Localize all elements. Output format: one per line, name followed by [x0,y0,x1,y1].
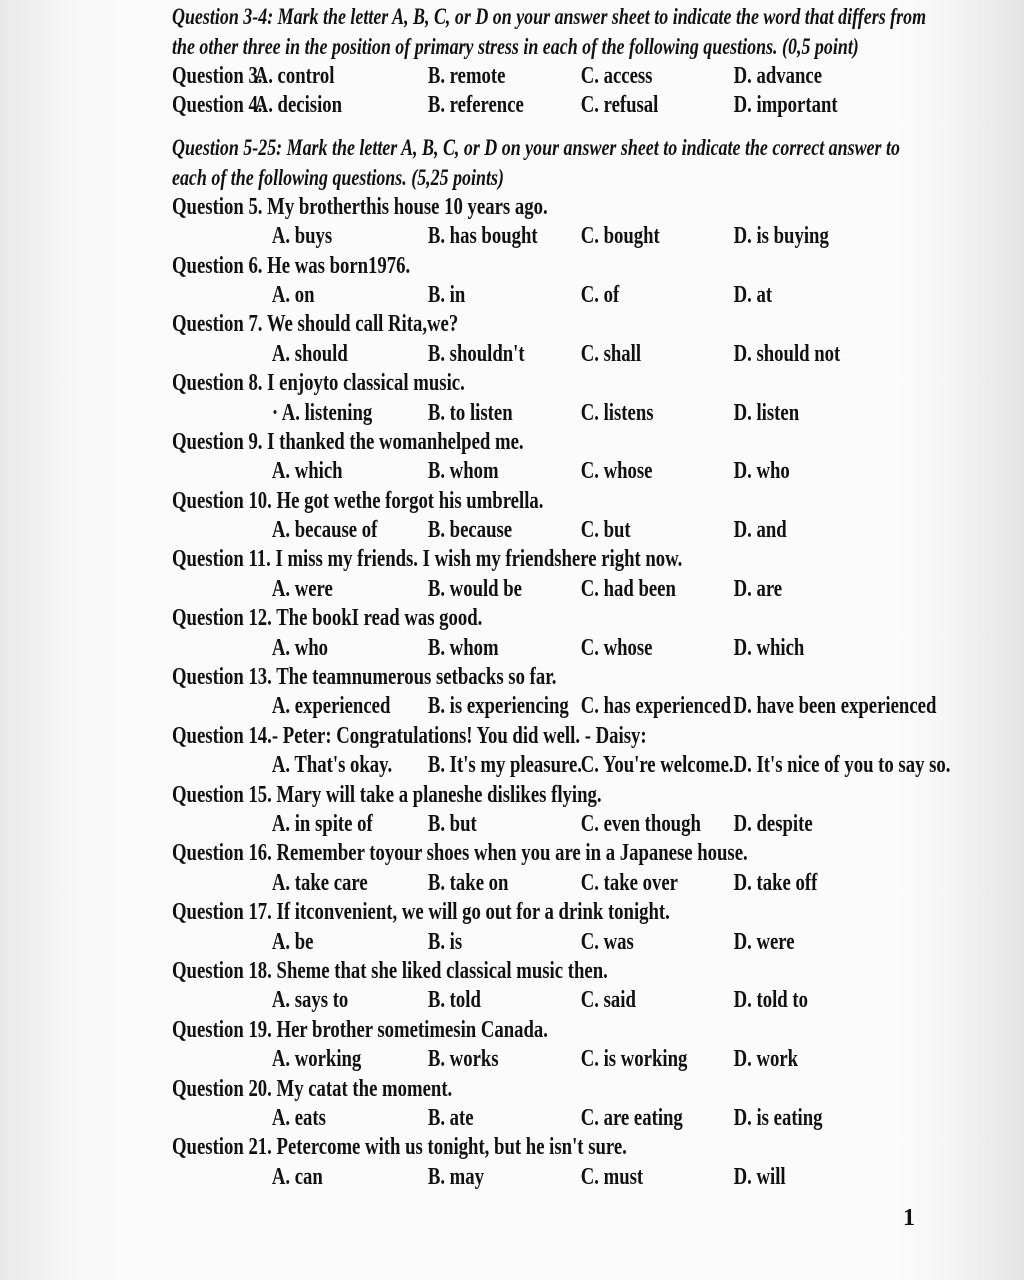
question-text: Question 12. The book [172,605,352,632]
question-continuation: to classical music. [322,370,465,397]
question-continuation: come with us tonight, but he isn't sure. [318,1134,627,1161]
question-continuation: 1976. [368,252,411,279]
question-continuation: here right now. [561,546,683,573]
option-a: A. control [254,63,335,89]
option-a: A. working [271,1046,362,1073]
question-stem [172,1133,765,1162]
option-b: B. to listen [427,399,513,426]
option-c: C. has experienced [580,693,731,720]
option-d: D. advance [733,63,823,89]
option-b: B. because [427,517,513,544]
option-b: B. in [427,281,466,308]
question-block [172,252,773,311]
option-b: B. works [427,1046,499,1073]
question-continuation: convenient, we will go out for a drink tonight. [306,899,670,926]
stress-question [172,91,838,120]
option-d: D. will [733,1163,786,1190]
question-text: Question 15. Mary will take a plane [172,781,457,808]
option-b: B. take on [427,869,509,896]
option-d: D. told to [733,987,808,1014]
question-number: Question 3. [172,63,263,89]
stress-question [172,62,823,91]
question-continuation: helped me. [437,428,524,455]
option-d: D. should not [733,340,841,367]
question-block [172,310,841,369]
question-stem [172,604,765,633]
answer-options [172,869,818,898]
question-text: Question 7. We should call Rita, [172,311,428,338]
option-d: D. were [733,928,795,955]
option-a: A. says to [271,987,349,1014]
question-stem [172,252,765,281]
option-a: A. which [271,458,343,485]
answer-options [172,340,841,369]
question-continuation: we? [427,311,459,338]
question-text: Question 16. Remember to [172,840,385,867]
question-block [172,193,829,252]
question-number: Question 4. [172,92,263,119]
option-a: A. eats [271,1104,326,1131]
option-d: D. at [733,281,773,308]
question-text: Question 13. The team [172,664,352,691]
option-b: B. but [427,810,477,837]
answer-options [172,928,795,957]
option-d: D. listen [733,399,800,426]
option-c: C. shall [580,340,642,367]
option-d: D. work [733,1046,799,1073]
option-c: C. but [580,517,631,544]
question-block [172,487,787,546]
option-a: · A. listening [271,399,373,426]
question-continuation: she dislikes flying. [456,781,602,808]
option-d: D. are [733,575,783,602]
option-c: C. said [580,987,636,1014]
option-b: B. told [427,987,481,1014]
question-text: Question 19. Her brother sometimes [172,1016,461,1043]
option-c: C. of [580,281,620,308]
option-c: C. You're welcome. [580,752,734,779]
section-1-instruction: Question 3-4: Mark the letter A, B, C, or D on your answer sheet to indicate the word that differs from the other three in the position of primary stress in each of the following questions. (0,5 point) [172,4,927,59]
option-d: D. despite [733,810,813,837]
option-a: A. buys [271,223,333,250]
question-stem [172,193,765,222]
option-a: A. were [271,575,333,602]
answer-options [172,575,783,604]
option-b: B. remote [427,63,506,89]
question-block [172,722,951,781]
option-b: B. ate [427,1104,474,1131]
question-block [172,1133,786,1192]
option-a: A. be [271,928,314,955]
option-b: B. whom [427,458,499,485]
option-c: C. bought [580,223,660,250]
question-continuation: in Canada. [460,1016,548,1043]
question-text: Question 21. Peter [172,1134,319,1161]
option-c: C. take over [580,869,678,896]
question-block [172,604,805,663]
question-stem [172,957,765,986]
option-c: C. access [580,63,653,89]
question-text: Question 6. He was born [172,252,369,279]
option-c: C. are eating [580,1104,683,1131]
question-stem [172,487,765,516]
option-d: D. have been experienced [733,693,937,720]
option-d: D. is eating [733,1104,823,1131]
answer-options [172,222,829,251]
option-d: D. important [733,92,838,119]
option-c: C. was [580,928,634,955]
question-text: Question 14.- Peter: Congratulations! You did well. - Daisy: [172,722,647,749]
option-d: D. It's nice of you to say so. [733,752,951,779]
question-stem [172,839,765,868]
option-c: C. whose [580,458,653,485]
question-text: Question 17. If it [172,899,307,926]
option-b: B. may [427,1163,484,1190]
option-b: B. has bought [427,223,538,250]
question-block [172,663,937,722]
question-text: Question 9. I thanked the woman [172,428,438,455]
option-a: A. in spite of [271,810,373,837]
answer-options [172,634,805,663]
option-a: A. take care [271,869,368,896]
section-2-questions [172,193,951,1192]
answer-options [172,1104,823,1133]
answer-options [172,810,813,839]
question-stem [172,545,765,574]
section-1-items [172,62,838,121]
option-b: B. It's my pleasure. [427,752,582,779]
option-c: C. even though [580,810,701,837]
question-text: Question 20. My cat [172,1075,333,1102]
option-c: C. whose [580,634,653,661]
question-continuation: this house 10 years ago. [359,193,548,220]
answer-options [172,751,951,780]
option-c: C. had been [580,575,676,602]
option-d: D. which [733,634,805,661]
question-block [172,839,818,898]
question-block [172,545,783,604]
page-content [172,0,951,1192]
section-2-instruction: Question 5-25: Mark the letter A, B, C, or D on your answer sheet to indicate the correct answer to each of the following questions. (5,25 points) [172,134,900,190]
option-a: A. should [271,340,348,367]
question-stem [172,310,765,339]
option-a: A. can [271,1163,323,1190]
option-b: B. whom [427,634,499,661]
option-b: B. is experiencing [427,693,569,720]
answer-options [172,1045,799,1074]
option-d: D. who [733,458,790,485]
question-stem [172,663,765,692]
question-continuation: I read was good. [351,605,483,632]
answer-options [172,986,808,1015]
question-block [172,957,808,1016]
page-number: 1 [903,1205,915,1231]
option-b: B. reference [427,92,524,119]
option-c: C. must [580,1163,644,1190]
question-stem [172,1016,765,1045]
answer-options [172,399,800,428]
question-block [172,369,800,428]
question-block [172,781,813,840]
option-a: A. who [271,634,329,661]
option-c: C. is working [580,1046,688,1073]
option-a: A. because of [271,517,378,544]
question-continuation: he forgot his umbrella. [361,487,544,514]
question-text: Question 8. I enjoy [172,370,323,397]
option-d: D. is buying [733,223,829,250]
question-block [172,898,795,957]
question-continuation: me that she liked classical music then. [305,957,608,984]
question-continuation: numerous setbacks so far. [351,664,557,691]
option-d: D. take off [733,869,818,896]
answer-options [172,692,937,721]
option-a: A. experienced [271,693,391,720]
question-stem [172,428,765,457]
question-block [172,428,790,487]
option-b: B. is [427,928,463,955]
question-stem [172,898,765,927]
question-continuation: your shoes when you are in a Japanese house. [384,840,748,867]
option-b: B. shouldn't [427,340,525,367]
option-c: C. refusal [580,92,659,119]
answer-options [172,1163,786,1192]
question-stem [172,1075,765,1104]
option-a: A. That's okay. [271,752,393,779]
option-d: D. and [733,517,787,544]
question-text: Question 5. My brother [172,193,360,220]
answer-options [172,281,773,310]
question-stem [172,722,765,751]
answer-options [172,457,790,486]
answer-options [172,516,787,545]
option-a: A. on [271,281,315,308]
option-c: C. listens [580,399,654,426]
question-text: Question 18. She [172,957,306,984]
question-continuation: at the moment. [332,1075,453,1102]
question-stem [172,781,765,810]
question-stem [172,369,765,398]
question-block [172,1075,823,1134]
option-a: A. decision [254,92,343,119]
question-text: Question 10. He got wet [172,487,362,514]
question-text: Question 11. I miss my friends. I wish my friends [172,546,562,573]
option-b: B. would be [427,575,522,602]
question-block [172,1016,799,1075]
